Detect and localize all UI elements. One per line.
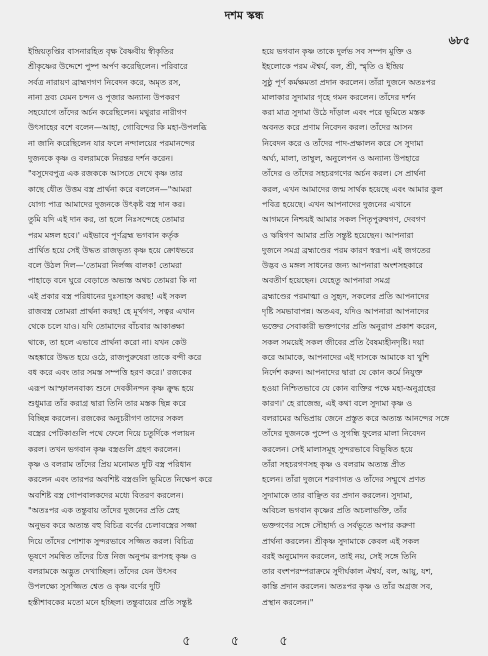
text-line: সর্বত্র নারায়ণ ব্রাহ্মণগণ নিবেদন করে, অমৃত রস,	[28, 77, 181, 87]
text-line: অনুভব করে অত্যন্ত বহু বিচিত্র বর্ণের চেলাবস্ত্রের সজ্জা	[28, 521, 198, 531]
text-line: ভক্তের সেবাকারী ভক্তগণের প্রতি অনুরাগ প্রকাশ করেন,	[262, 322, 438, 332]
text-line: করলেন। সেই মালাসমূহ সুন্দরভাবে বিভূষিত হয়ে	[262, 444, 413, 454]
text-line: ও ঋষিগণ আমার প্রতি সন্তুষ্ট হয়েছেন। আপনারা	[262, 230, 414, 240]
text-line: শ্রীকৃষ্ণের উদ্দেশে পুষ্প অর্পণ করেছিলেন। পরিবারে	[28, 62, 188, 72]
text-line: বলে উঠল দিল—'তোমরা নির্লজ্জ বালক! তোমরা	[28, 261, 182, 271]
text-line: করে আমাকে, আপনাদের এই দাসকে আমাকে যা খুশি	[262, 352, 430, 362]
text-line: সুদামাকে তার বাঞ্ছিত বর প্রদান করলেন। সুদামা,	[262, 490, 413, 500]
text-line: ভক্তগণের সঙ্গে সৌহার্দ্য ও সর্বভূতে অপার করুণা	[262, 521, 416, 531]
text-line: তাঁরা সহচরগণসহ কৃষ্ণ ও বলরাম অত্যন্ত প্রীত	[262, 460, 406, 470]
text-line: থাকে, তা হলে এভাবে প্রার্থনা করো না। যখন কেউ	[28, 337, 187, 347]
text-line: বিচ্ছিন্ন করলেন। রজকের অনুচরীগণ তাদের সকল	[28, 414, 184, 424]
text-line: "বসুদেবপুত্র এক রজককে আসতে দেখে কৃষ্ণ তার	[28, 169, 183, 179]
text-line: নির্দেশ করুন। আপনাদের দ্বারা যে কোন কর্মে নিযুক্ত	[262, 368, 423, 378]
text-line: করল, এখন আমাদের জন্ম সার্থক হয়েছে এবং আমার কুল	[262, 184, 443, 194]
text-line: সুষ্ঠু পূর্ণ কর্মক্ষমতা প্রদান করলেন। তাঁরা দুজনে অতঃপর	[262, 77, 436, 87]
text-line: অবশিষ্ট বস্ত্র গোপবালকদের মধ্যে বিতরণ করলেন।	[28, 490, 184, 500]
text-line: দুজনকে কৃষ্ণ ও বলরামকে নিরন্তর দর্শন করেন।	[28, 154, 173, 164]
text-line: তাঁদের ও তাঁদের সহচরগণের অর্চন করল। সে প্রার্থনা	[262, 169, 426, 179]
text-line: হয়ে ভগবান কৃষ্ণ তাকে দুর্লভ সব সম্পদ মুক্তি ও	[262, 47, 412, 56]
text-line: তুমি যদি এই দান কর, তা হলে নিঃসন্দেহে তোমার	[28, 215, 185, 225]
text-line: সকল সময়েই সকল জীবের প্রতি বৈষম্যহীনদৃষ্টি। দয়া	[262, 337, 425, 347]
text-line: প্রস্থান করলেন।"	[262, 597, 314, 607]
text-line: হস্তীশাবকের মতো মনে হচ্ছিল। তন্তুবায়ের প্রতি সন্তুষ্ট	[28, 597, 192, 607]
text-line: আগমনে নিশ্চয়ই আমার সকল পিতৃপুরুষগণ, দেবগণ	[262, 215, 426, 225]
text-line: কারণ।' হে রাজেন্দ্র, এই কথা বলে সুদামা কৃষ্ণ ও	[262, 398, 413, 408]
page-number: ৬৮৫	[448, 34, 470, 47]
text-line: প্রার্থনা করলেন। শ্রীকৃষ্ণ সুদামাকে কেবল এই সকল	[262, 536, 420, 546]
text-line: নিবেদন করে ও তাঁদের পাদ-প্রক্ষালন করে সে সুদামা	[262, 138, 424, 148]
text-line: অহঙ্কারে উদ্ধত হয়ে ওঠে, রাজপুরুষেরা তাকে বন্দী করে	[28, 352, 202, 362]
text-line: হলেন। তাঁরা দুজনে শরণাগত ও তাঁদের সম্মুখে প্রণত	[262, 475, 426, 485]
text-line: করা মাত্র সুদামা উঠে দাঁড়াল এবং পরে ভূমিতে মস্তক	[262, 108, 425, 118]
text-line: পরম মঙ্গল হবে।' এইভাবে পূর্ণব্রহ্ম ভগবান কর্তৃক	[28, 230, 179, 240]
text-line: বলরামকে অদ্ভুত দেখাচ্ছিল। তাঁদের যেন উৎসব	[28, 567, 177, 577]
text-line: উপলক্ষ্যে সুসজ্জিত শ্বেত ও কৃষ্ণ বর্ণের দুটি	[28, 582, 161, 592]
text-line: দিয়ে তাঁদের পোশাক সুন্দরভাবে সজ্জিত করল। বিচিত্র	[28, 536, 194, 546]
text-line: কাছে ধৌত উত্তম বস্ত্র প্রার্থনা করে বললেন—"আমরা	[28, 184, 192, 194]
text-line: এই প্রকার বস্ত্র পরিধানের দুঃসাহস করছ! এই সকল	[28, 291, 187, 301]
text-line: বস্ত্রের পেটিকাগুলি পথে ফেলে দিয়ে চতুর্দিকে পলায়ন	[28, 429, 195, 439]
text-line: এরূপ আস্ফালনবাক্য শুনে দেবকীনন্দন কৃষ্ণ ক্রুদ্ধ হয়ে	[28, 383, 194, 393]
text-line: অবতীর্ণ হয়েছেন। যেহেতু আপনারা সমগ্র	[262, 276, 391, 286]
text-line: থেকে চলে যাও। যদি তোমাদের বাঁচবার আকাঙ্ক্ষা	[28, 322, 185, 332]
text-line: "অতঃপর এক তন্তুবায় তাঁদের দুজনের প্রতি স্নেহ	[28, 505, 180, 515]
text-line: হওয়া নিশ্চিতভাবে যে কোন ব্যক্তির পক্ষে মহা-অনুগ্রহের	[262, 383, 436, 393]
text-line: উৎসাহের বশে বলেন—আহা, গোবিন্দের কি মহা-উপলব্ধি	[28, 123, 207, 133]
text-line: মালাকার সুদামার গৃহে গমন করলেন। তাঁদের দর্শন	[262, 92, 416, 102]
text-line: অবনত করে প্রণাম নিবেদন করল। তাঁদের আসন	[262, 123, 413, 133]
text-line: কৃষ্ণ ও বলরাম তাঁদের প্রিয় মনোমত দুটি বস্ত্র পরিধান	[28, 460, 192, 470]
text-line: ব্রহ্মাণ্ডের পরমাত্মা ও সুহৃদ, সকলের প্রতি আপনাদের	[262, 291, 430, 301]
text-line: বরই অনুমোদন করলেন, তাই নয়, সেই সঙ্গে তিনি	[262, 551, 417, 561]
text-line: পাহাড়ে বনে ঘুরে বেড়াতে অভ্যস্ত অথচ তোমরা কি না	[28, 276, 197, 286]
text-line: না জানি করেছিলেন যার ফলে নন্দালয়ের পরমানন্দের	[28, 138, 195, 148]
right-text-column	[262, 44, 472, 610]
text-line: যোগ্য পাত্র আমাদের দুজনকে উৎকৃষ্ট বস্ত্র দান কর।	[28, 199, 186, 209]
text-line: নানা দ্রব্য যেমন চন্দন ও পূজার অন্যান্য উপকরণ	[28, 92, 180, 102]
text-line: অবিচল ভগবান কৃষ্ণের প্রতি অচলাভক্তি, তাঁর	[262, 505, 407, 515]
running-header: দশম স্কন্ধ	[224, 9, 264, 22]
text-line: করলেন এবং তারপর অবশিষ্ট বস্ত্রগুলি ভূমিতে নিক্ষেপ করে	[28, 475, 213, 485]
text-line: শুধুমাত্র তাঁর করাগ্র দ্বারা তিনি তার মস্তক ছিন্ন করে	[28, 398, 186, 408]
text-line: ইন্দ্রিয়তৃপ্তির বাসনারহিত বৃক্ষ বৈষ্ণবীয় স্বীকৃতির	[28, 47, 174, 56]
footer-marks: ৫ ৫ ৫	[182, 634, 306, 649]
text-line: পবিত্র হয়েছে। এখন আপনাদের দুজনের এখানে	[262, 199, 412, 209]
text-line: বধ করে এবং তার সমস্ত সম্পত্তি হরণ করে।' রজকের	[28, 368, 192, 378]
text-line: উদ্ভব ও মঙ্গল সাধনের জন্য আপনারা অংশসহকারে	[262, 261, 423, 271]
text-line: ভূষণে সমন্বিত তাঁদের চিত্ত নিজ অনুপম রূপসহ কৃষ্ণ ও	[28, 551, 197, 561]
text-line: করল। তখন ভগবান কৃষ্ণ বস্ত্রগুলি গ্রহণ করলেন।	[28, 444, 181, 454]
left-text-column	[28, 44, 238, 610]
text-line: ইহলোকে পরম ঐশ্বর্য, বল, শ্রী, স্মৃতি ও ইন্দ্রিয়	[262, 62, 404, 72]
text-line: তাঁদের দুজনকে পুষ্পে ও সুগন্ধি ফুলের মালা নিবেদন	[262, 429, 426, 439]
text-line: তার বংশপরম্পরাক্রমে সুদীর্ঘকাল ঐশ্বর্য, বল, আয়ু, যশ,	[262, 567, 433, 577]
text-line: অর্ঘ্য, মালা, তাম্বুল, অনুলেপন ও অন্যান্য উপহারে	[262, 154, 420, 164]
text-line: কান্তি প্রদান করলেন। অতঃপর কৃষ্ণ ও তাঁর অগ্রজ সব,	[262, 582, 433, 592]
text-line: বলরামের অভিপ্রায় জেনে প্রস্তুত করে অত্যন্ত আনন্দের সঙ্গে	[262, 414, 450, 424]
text-line: সহযোগে তাঁদের অর্চন করেছিলেন। মথুরার নারীগণ	[28, 108, 187, 118]
text-line: প্রার্থিত হয়ে সেই উদ্ধত রাজভৃত্য কৃষ্ণ হয়ে ক্রোধভরে	[28, 245, 194, 255]
text-line: দৃষ্টি সমভাবাপন্ন। অতএব, যদিও আপনারা আপনাদের	[262, 307, 429, 317]
text-line: দুজনে সমগ্র ব্রহ্মাণ্ডের পরম কারণ স্বরূপ। এই জগতের	[262, 245, 431, 255]
text-line: রাজবস্ত্র তোমরা প্রার্থনা করছ! হে মূর্খগণ, সত্বর এখান	[28, 307, 195, 317]
